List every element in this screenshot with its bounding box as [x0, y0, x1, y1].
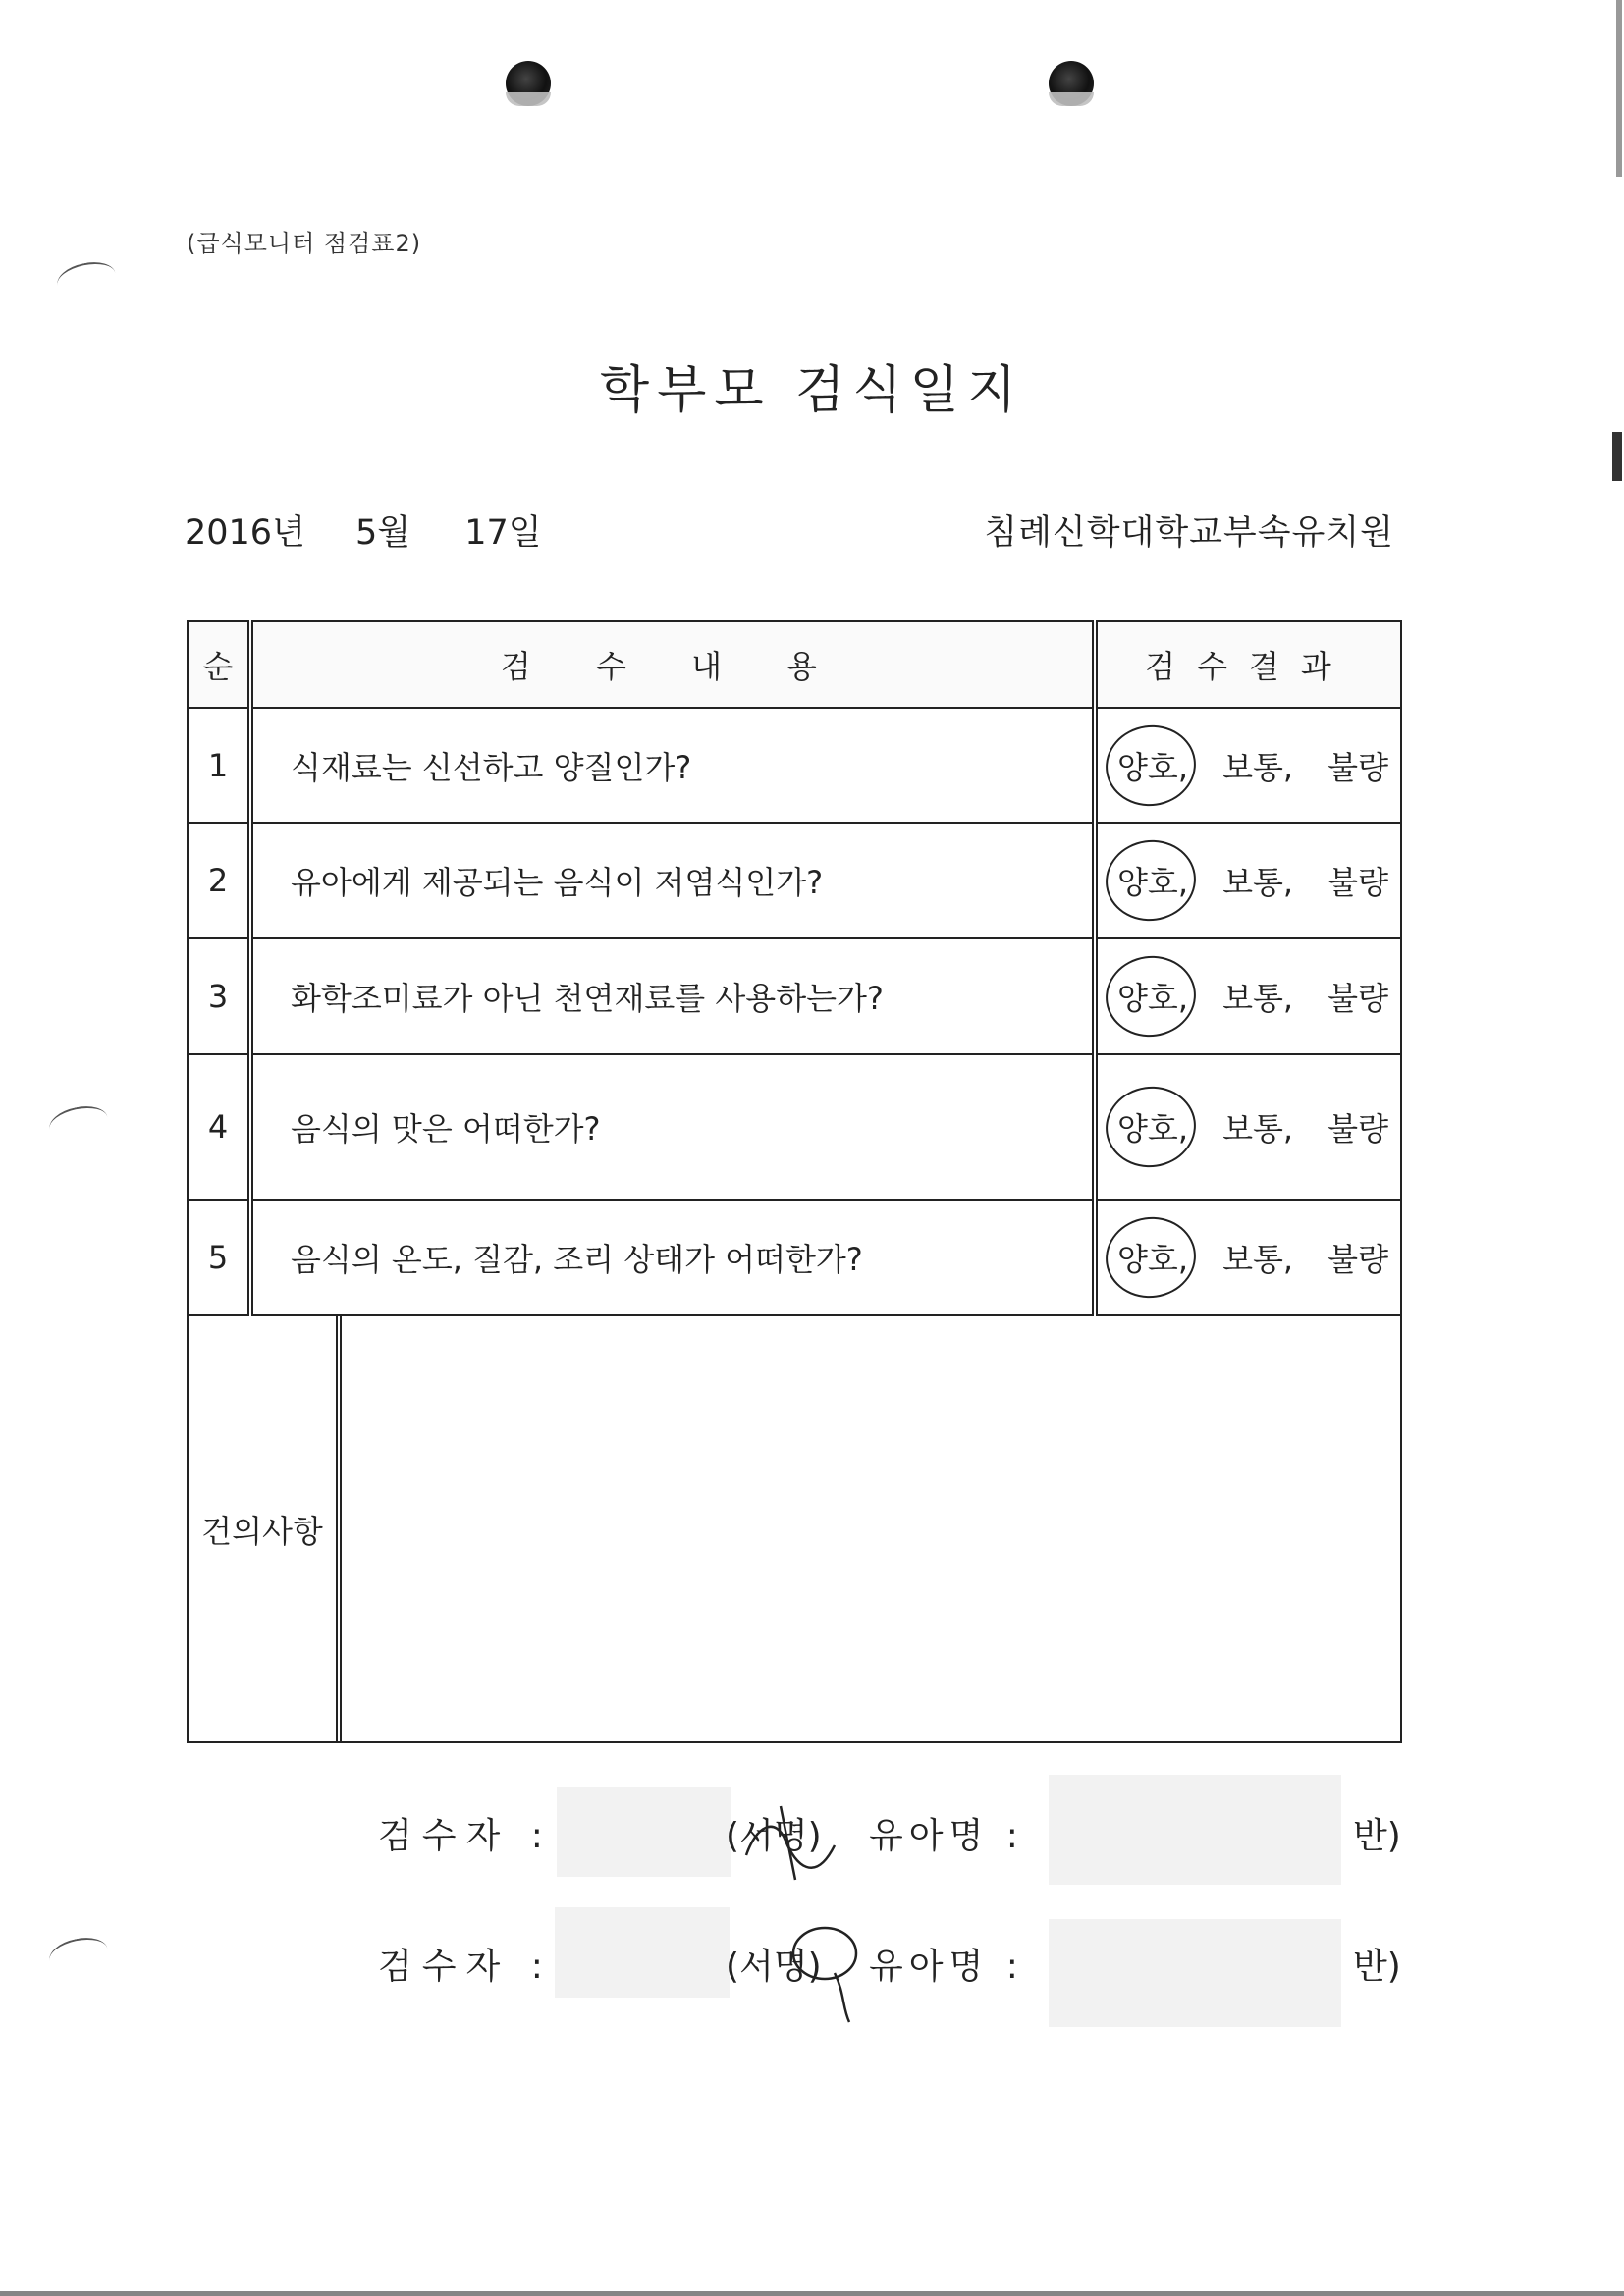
punch-hole-left: [506, 61, 551, 106]
table-row: [188, 708, 1401, 823]
binder-ring-mark: [46, 1933, 110, 1976]
table-row: [188, 938, 1401, 1054]
row-question: 유아에게 제공되는 음식이 저염식인가?: [250, 823, 1095, 938]
row-question: 음식의 맛은 어떠한가?: [250, 1054, 1095, 1200]
suggestion-row: [188, 1315, 1401, 1742]
option-average[interactable]: 보통,: [1222, 864, 1294, 901]
row-result: [1095, 938, 1401, 1054]
option-good[interactable]: 양호,: [1117, 1241, 1188, 1278]
row-result: [1095, 823, 1401, 938]
scan-edge-mark: [1616, 0, 1622, 177]
header-content: 검 수 내 용: [250, 621, 1095, 708]
row-question: 식재료는 신선하고 양질인가?: [250, 708, 1095, 823]
signature-label: (서명): [726, 1816, 822, 1856]
option-good[interactable]: 양호,: [1117, 1110, 1188, 1148]
option-average[interactable]: 보통,: [1222, 980, 1294, 1017]
binder-ring-mark: [46, 1101, 110, 1145]
row-number: 4: [188, 1054, 250, 1200]
scan-edge-mark: [1612, 432, 1622, 481]
date-month: 5월: [355, 513, 411, 553]
table-row: [188, 1054, 1401, 1200]
selected-circle-mark: [1101, 1081, 1202, 1173]
option-poor[interactable]: 불량: [1327, 1241, 1388, 1278]
selected-circle-mark: [1101, 719, 1202, 811]
inspector-label: 검수자 :: [378, 1816, 553, 1856]
signature-row: [378, 1808, 1419, 1906]
suggestion-label: 건의사항: [189, 1316, 342, 1741]
handwritten-signature-mark: [727, 1787, 854, 1895]
binder-ring-mark: [54, 257, 118, 300]
scan-bottom-edge: [0, 2291, 1624, 2296]
option-good[interactable]: 양호,: [1117, 864, 1188, 901]
child-name-label: 유아명 :: [869, 1947, 1024, 1987]
selected-circle-mark: [1101, 950, 1202, 1042]
punch-hole-right: [1049, 61, 1094, 106]
signature-label: (서명): [726, 1947, 822, 1987]
header-result: 검수결과: [1095, 621, 1401, 708]
option-poor[interactable]: 불량: [1327, 864, 1388, 901]
option-poor[interactable]: 불량: [1327, 980, 1388, 1017]
suggestion-cell: [188, 1315, 1401, 1742]
row-number: 3: [188, 938, 250, 1054]
option-average[interactable]: 보통,: [1222, 1110, 1294, 1148]
row-question: 음식의 온도, 질감, 조리 상태가 어떠한가?: [250, 1200, 1095, 1315]
date: [185, 506, 542, 555]
row-number: 2: [188, 823, 250, 938]
table-header-row: [188, 621, 1401, 708]
child-name-redacted: [1049, 1919, 1341, 2027]
child-name-label: 유아명 :: [869, 1816, 1024, 1856]
date-day: 17일: [464, 513, 542, 553]
inspector-name-redacted: [555, 1907, 730, 1998]
table-row: [188, 823, 1401, 938]
option-average[interactable]: 보통,: [1222, 1241, 1294, 1278]
option-good[interactable]: 양호,: [1117, 748, 1188, 786]
inspector-name-redacted: [557, 1787, 731, 1877]
date-year: 2016년: [185, 513, 305, 553]
school-name: 침례신학대학교부속유치원: [984, 513, 1394, 553]
option-good[interactable]: 양호,: [1117, 980, 1188, 1017]
inspector-label: 검수자 :: [378, 1947, 553, 1987]
option-average[interactable]: 보통,: [1222, 748, 1294, 786]
class-suffix: 반): [1353, 1816, 1401, 1856]
option-poor[interactable]: 불량: [1327, 1110, 1388, 1148]
row-number: 1: [188, 708, 250, 823]
option-poor[interactable]: 불량: [1327, 748, 1388, 786]
selected-circle-mark: [1101, 834, 1202, 927]
suggestion-field[interactable]: [346, 1316, 1400, 1741]
class-suffix: 반): [1353, 1947, 1401, 1987]
signature-row: [378, 1939, 1419, 2037]
selected-circle-mark: [1101, 1211, 1202, 1304]
form-code: (급식모니터 점검표2): [187, 230, 422, 257]
inspection-table: [187, 620, 1402, 1743]
row-result: [1095, 1200, 1401, 1315]
row-number: 5: [188, 1200, 250, 1315]
row-question: 화학조미료가 아닌 천연재료를 사용하는가?: [250, 938, 1095, 1054]
row-result: [1095, 1054, 1401, 1200]
header-number: 순: [188, 621, 250, 708]
table-row: [188, 1200, 1401, 1315]
child-name-redacted: [1049, 1775, 1341, 1885]
page-title: 학부모 검식일지: [599, 361, 1025, 420]
handwritten-signature-mark: [776, 1914, 893, 2032]
row-result: [1095, 708, 1401, 823]
